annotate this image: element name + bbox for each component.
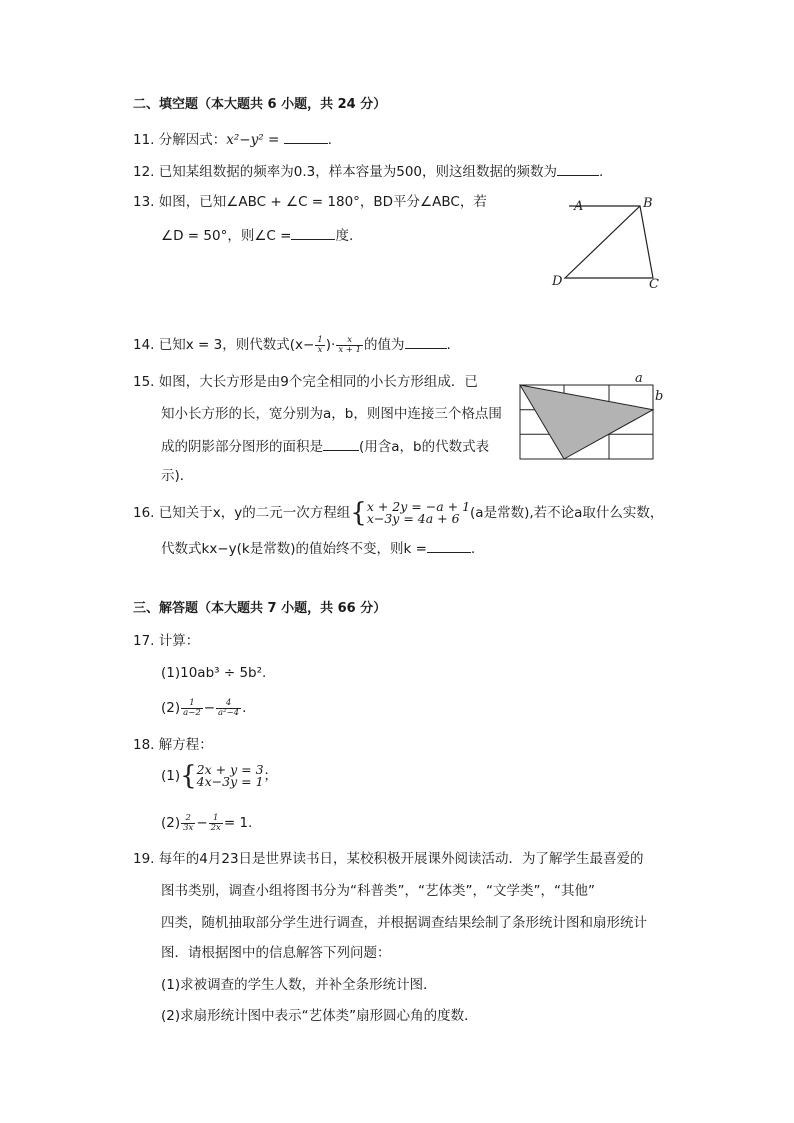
fraction-1-over-x: $\frac{1}{x}$ (317, 334, 323, 355)
question-text: 成的阴影部分图形的面积是 (161, 439, 323, 455)
question-text: 已知某组数据的频率为0.3，样本容量为500，则这组数据的频数为 (158, 164, 558, 180)
question-11 (133, 129, 332, 150)
question-15-line4: 示)． (161, 468, 194, 484)
answer-blank[interactable] (323, 436, 359, 451)
question-text: 每年的4月23日是世界读书日，某校积极开展课外阅读活动．为了解学生最喜爱的 (158, 851, 644, 867)
question-17 (133, 631, 199, 651)
question-17-part-1: (1)10ab³ ÷ 5b². (161, 665, 267, 681)
math-text: = 1. (223, 815, 253, 831)
question-14 (133, 334, 451, 356)
question-number: 19. (133, 851, 155, 867)
question-text: 计算： (158, 633, 200, 649)
question-19-line3: 四类，随机抽取部分学生进行调查，并根据调查结果绘制了条形统计图和扇形统计 (161, 915, 647, 931)
punctuation: . (446, 337, 451, 353)
label-b: b (655, 389, 664, 404)
section-header-solve: 三、解答题（本大题共 7 小题，共 66 分） (133, 601, 387, 616)
part-label: (1) (161, 768, 181, 784)
question-17-part-2 (161, 697, 246, 719)
fraction-x-over-x-plus-1: $\frac{x}{x + 1}$ (338, 334, 362, 355)
label-a: a (635, 371, 643, 386)
question-number: 18. (133, 737, 155, 753)
question-number: 11. (133, 132, 155, 148)
question-number: 13. (133, 194, 155, 210)
equation-system: 2x + y = 3 4x−3y = 1 (196, 762, 264, 789)
question-text: (a是常数),若不论a取什么实数， (470, 505, 664, 521)
question-number: 15. (133, 374, 155, 390)
question-12 (133, 161, 603, 182)
punctuation: . (242, 700, 247, 716)
question-text: 的值为 (364, 337, 405, 353)
shaded-triangle (520, 385, 653, 459)
question-18 (133, 735, 213, 755)
answer-blank[interactable] (291, 225, 335, 240)
question-15-line2: 知小长方形的长，宽分别为a，b，则图中连接三个格点围 (161, 406, 502, 422)
part-label: (2) (161, 700, 181, 716)
question-number: 14. (133, 337, 155, 353)
left-brace: { (180, 761, 197, 791)
answer-blank[interactable] (557, 161, 599, 176)
left-brace: { (350, 498, 367, 528)
answer-blank[interactable] (284, 129, 328, 144)
fraction: $\frac{1}{a-2}$ (183, 697, 201, 718)
question-13 (133, 192, 487, 212)
answer-blank[interactable] (405, 334, 447, 349)
question-text: 度. (335, 228, 354, 244)
punctuation: . (599, 164, 604, 180)
equation-system: x + 2y = −a + 1 x−3y = 4a + 6 (366, 499, 471, 526)
question-text: ∠D = 50°，则∠C = (161, 228, 292, 244)
fraction: $\frac{1}{2x}$ (210, 812, 221, 833)
punctuation: ； (263, 768, 278, 784)
question-text: 分解因式： (158, 132, 227, 148)
question-text: 如图，大长方形是由9个完全相同的小长方形组成．已 (158, 374, 478, 390)
fraction: $\frac{2}{3x}$ (183, 812, 194, 833)
question-19-part-2: (2)求扇形统计图中表示“艺体类”扇形圆心角的度数． (161, 1008, 478, 1024)
question-13-line2 (161, 225, 353, 246)
question-19-line2: 图书类别，调查小组将图书分为“科普类”，“艺体类”，“文学类”，“其他” (161, 883, 595, 899)
question-18-part-2 (161, 812, 252, 834)
question-18-part-1 (161, 763, 277, 789)
grid-figure-q15 (515, 370, 665, 465)
math-operator: − (203, 700, 216, 716)
triangle-figure-q13 (545, 190, 670, 295)
punctuation: . (470, 541, 476, 557)
label-A: A (574, 199, 584, 214)
question-number: 16. (133, 505, 155, 521)
question-number: 12. (133, 164, 155, 180)
question-15-line3 (161, 436, 489, 457)
math-expression: x²−y² = (226, 132, 280, 148)
answer-blank[interactable] (427, 538, 471, 553)
label-C: C (649, 277, 659, 292)
label-B: B (643, 196, 653, 211)
question-text: 已知x = 3，则代数式(x− (158, 337, 315, 353)
math-operator: )· (325, 337, 336, 353)
question-text: 已知关于x，y的二元一次方程组 (158, 505, 351, 521)
question-16-line2 (161, 538, 475, 559)
question-15 (133, 372, 478, 392)
question-19 (133, 849, 644, 869)
question-text: 如图，已知∠ABC + ∠C = 180°，BD平分∠ABC，若 (158, 194, 487, 210)
fraction: $\frac{4}{\text{a²−4}}$ (218, 697, 240, 718)
question-text: 代数式kx−y(k是常数)的值始终不变，则k = (161, 541, 427, 557)
question-19-part-1: (1)求被调查的学生人数，并补全条形统计图． (161, 977, 437, 993)
punctuation: . (327, 132, 332, 148)
section-header-fill-in: 二、填空题（本大题共 6 小题，共 24 分） (133, 97, 387, 112)
question-16 (133, 500, 663, 526)
part-label: (2) (161, 815, 181, 831)
math-operator: − (196, 815, 208, 831)
label-D: D (552, 274, 563, 289)
question-number: 17. (133, 633, 155, 649)
question-text: 解方程： (158, 737, 213, 753)
question-19-line4: 图．请根据图中的信息解答下列问题： (161, 945, 391, 961)
question-text: (用含a，b的代数式表 (359, 439, 490, 455)
